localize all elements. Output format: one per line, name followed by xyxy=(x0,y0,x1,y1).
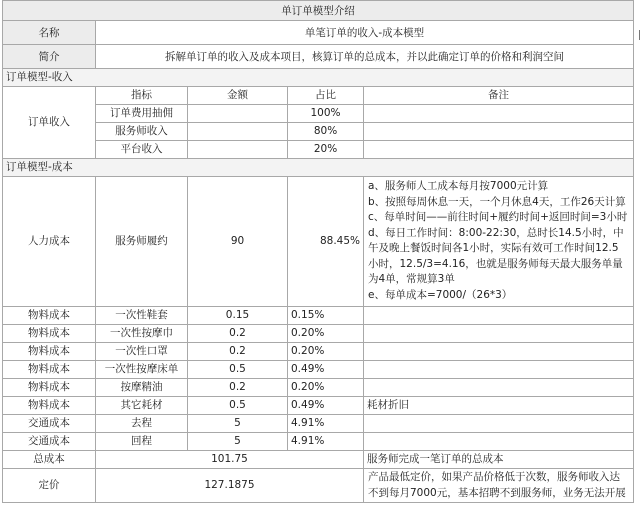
cost-note xyxy=(364,361,634,379)
income-percent: 20% xyxy=(288,141,364,159)
cost-item: 按摩精油 xyxy=(96,379,188,397)
income-section-title: 订单模型-收入 xyxy=(3,69,634,87)
desc-label: 简介 xyxy=(3,45,96,69)
income-item: 服务师收入 xyxy=(96,123,188,141)
cost-category: 物料成本 xyxy=(3,379,96,397)
cost-row xyxy=(3,325,634,343)
cost-row xyxy=(3,397,634,415)
header-note: 备注 xyxy=(364,87,634,105)
cost-amount: 5 xyxy=(188,415,288,433)
total-note: 服务师完成一笔订单的总成本 xyxy=(364,451,634,469)
cost-note xyxy=(364,343,634,361)
cost-percent: 0.49% xyxy=(288,361,364,379)
cost-row xyxy=(3,343,634,361)
income-percent: 80% xyxy=(288,123,364,141)
header-indicator: 指标 xyxy=(96,87,188,105)
total-amount: 101.75 xyxy=(96,451,364,469)
cost-amount: 0.5 xyxy=(188,397,288,415)
cost-category: 物料成本 xyxy=(3,343,96,361)
income-amount xyxy=(188,123,288,141)
cost-category: 交通成本 xyxy=(3,433,96,451)
income-item: 平台收入 xyxy=(96,141,188,159)
cost-item: 去程 xyxy=(96,415,188,433)
cost-section-title: 订单模型-成本 xyxy=(3,159,634,177)
labor-note-line: d、每日工作时间：8:00-22:30，总时长14.5小时，中午及晚上餐饭时间各1小时，实际有效可工作时间12.5小时，12.5/3=4.16，也就是服务师每天最大服务单量为4单，常规算3单 xyxy=(368,226,624,285)
cost-note xyxy=(364,325,634,343)
income-note xyxy=(364,141,634,159)
labor-note-line: a、服务师人工成本每月按7000元计算 xyxy=(368,180,549,192)
cost-note xyxy=(364,307,634,325)
name-value: 单笔订单的收入-成本模型 xyxy=(96,21,634,45)
cost-amount: 0.2 xyxy=(188,325,288,343)
cost-percent: 0.20% xyxy=(288,325,364,343)
cost-percent: 0.15% xyxy=(288,307,364,325)
total-row xyxy=(3,451,634,469)
price-label: 定价 xyxy=(3,469,96,503)
header-amount: 金额 xyxy=(188,87,288,105)
income-row xyxy=(3,105,634,123)
labor-note-line: b、按照每周休息一天，一个月休息4天，工作26天计算 xyxy=(368,195,626,208)
cost-item: 其它耗材 xyxy=(96,397,188,415)
cost-category: 物料成本 xyxy=(3,397,96,415)
income-note xyxy=(364,105,634,123)
price-amount: 127.1875 xyxy=(96,469,364,503)
cost-item: 一次性按摩床单 xyxy=(96,361,188,379)
cost-percent: 0.20% xyxy=(288,379,364,397)
cost-percent: 88.45% xyxy=(288,177,364,307)
scroll-edge xyxy=(636,30,640,40)
cost-category: 物料成本 xyxy=(3,361,96,379)
income-item: 订单费用抽佣 xyxy=(96,105,188,123)
cost-category: 交通成本 xyxy=(3,415,96,433)
income-percent: 100% xyxy=(288,105,364,123)
income-amount xyxy=(188,141,288,159)
price-row xyxy=(3,469,634,503)
income-note xyxy=(364,123,634,141)
total-label: 总成本 xyxy=(3,451,96,469)
income-row xyxy=(3,141,634,159)
cost-row xyxy=(3,361,634,379)
cost-category: 物料成本 xyxy=(3,307,96,325)
cost-row xyxy=(3,415,634,433)
cost-percent: 4.91% xyxy=(288,415,364,433)
income-row xyxy=(3,123,634,141)
name-label: 名称 xyxy=(3,21,96,45)
cost-row xyxy=(3,433,634,451)
cost-note xyxy=(364,415,634,433)
cost-amount: 0.2 xyxy=(188,379,288,397)
cost-item: 一次性鞋套 xyxy=(96,307,188,325)
cost-amount: 0.15 xyxy=(188,307,288,325)
cost-percent: 0.20% xyxy=(288,343,364,361)
cost-row xyxy=(3,307,634,325)
cost-note: 耗材折旧 xyxy=(364,397,634,415)
price-note: 产品最低定价，如果产品价格低于次数，服务师收入达不到每月7000元，基本招聘不到服务师，业务无法开展 xyxy=(364,469,634,503)
labor-note-line: c、每单时间——前往时间+履约时间+返回时间=3小时 xyxy=(368,211,628,223)
cost-note xyxy=(364,433,634,451)
cost-percent: 0.49% xyxy=(288,397,364,415)
cost-category: 人力成本 xyxy=(3,177,96,307)
cost-amount: 0.5 xyxy=(188,361,288,379)
labor-row xyxy=(3,177,634,307)
cost-amount: 90 xyxy=(188,177,288,307)
labor-note-line: e、每单成本=7000/（26*3） xyxy=(368,288,513,301)
cost-amount: 0.2 xyxy=(188,343,288,361)
desc-value: 拆解单订单的收入及成本项目，核算订单的总成本，并以此确定订单的价格和利润空间 xyxy=(96,45,634,69)
cost-percent: 4.91% xyxy=(288,433,364,451)
labor-notes xyxy=(364,177,634,307)
table-title: 单订单模型介绍 xyxy=(3,1,634,21)
cost-item: 一次性口罩 xyxy=(96,343,188,361)
header-percent: 占比 xyxy=(288,87,364,105)
cost-item: 一次性按摩巾 xyxy=(96,325,188,343)
cost-row xyxy=(3,379,634,397)
cost-category: 物料成本 xyxy=(3,325,96,343)
cost-item: 服务师履约 xyxy=(96,177,188,307)
income-group-label: 订单收入 xyxy=(3,87,96,159)
income-amount xyxy=(188,105,288,123)
cost-item: 回程 xyxy=(96,433,188,451)
cost-note xyxy=(364,379,634,397)
cost-amount: 5 xyxy=(188,433,288,451)
order-model-table xyxy=(2,0,634,503)
